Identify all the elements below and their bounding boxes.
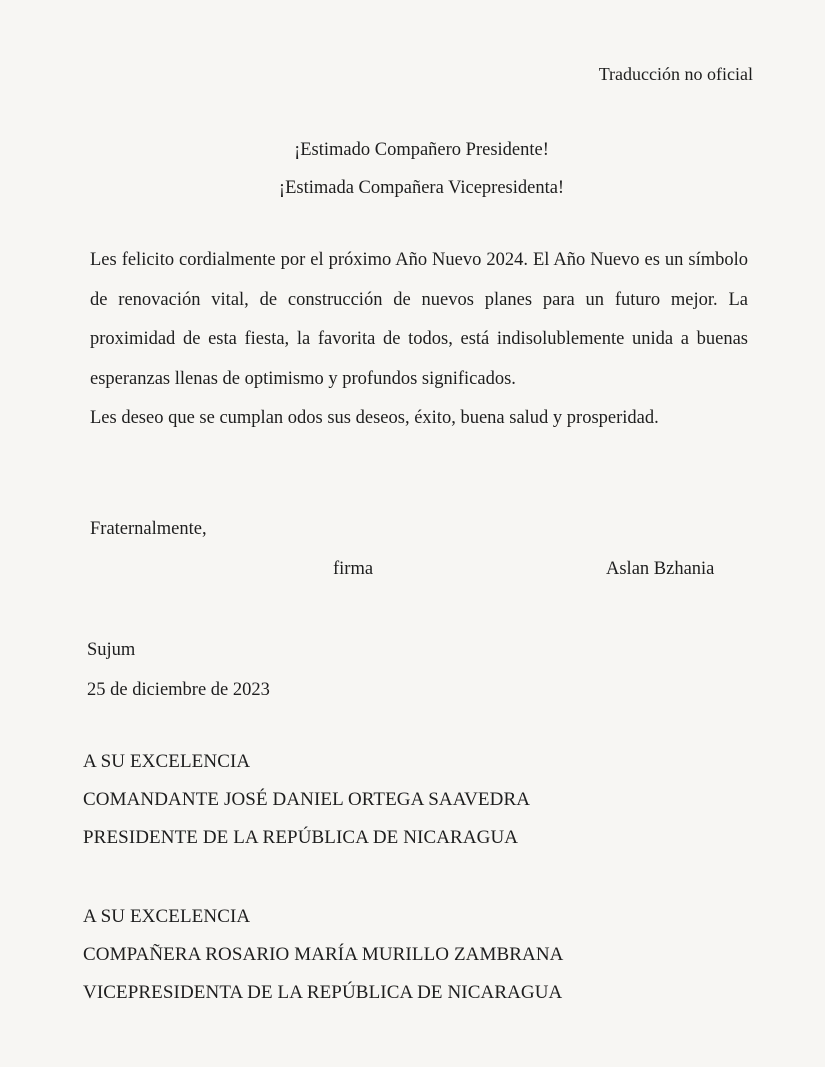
body-paragraph-2: Les deseo que se cumplan odos sus deseos, éxito, buena salud y prosperidad. xyxy=(90,408,659,428)
salutation-vicepresident: ¡Estimada Compañera Vicepresidenta! xyxy=(278,178,565,198)
recipient-block-vicepresident xyxy=(83,898,563,1012)
unofficial-translation-note: Traducción no oficial xyxy=(598,64,753,84)
body-paragraph-1: Les felicito cordialmente por el próximo Año Nuevo 2024. El Año Nuevo es un símbolo de renovación vital, de construcción de nuevos planes para un futuro mejor. La proximidad de esta fiesta, la favorita de todos, está indisolublemente unida a buenas esperanzas llenas de optimismo y profundos significados. xyxy=(90,250,748,389)
salutation-president: ¡Estimado Compañero Presidente! xyxy=(294,140,549,160)
date: 25 de diciembre de 2023 xyxy=(87,680,270,700)
recipient-honorific: A SU EXCELENCIA xyxy=(83,751,251,772)
recipient-title: PRESIDENTE DE LA REPÚBLICA DE NICARAGUA xyxy=(83,827,519,848)
recipient-name: COMPAÑERA ROSARIO MARÍA MURILLO ZAMBRANA xyxy=(83,944,564,965)
closing: Fraternalmente, xyxy=(90,519,207,539)
signature-mark: firma xyxy=(333,559,374,579)
recipient-honorific: A SU EXCELENCIA xyxy=(83,906,251,927)
salutations xyxy=(0,131,825,207)
letter-body xyxy=(90,241,748,439)
place: Sujum xyxy=(87,640,136,660)
place-date xyxy=(87,630,270,710)
signer-name: Aslan Bzhania xyxy=(606,559,715,579)
recipient-name: COMANDANTE JOSÉ DANIEL ORTEGA SAAVEDRA xyxy=(83,789,531,810)
recipient-title: VICEPRESIDENTA DE LA REPÚBLICA DE NICARAGUA xyxy=(83,982,563,1003)
recipient-block-president xyxy=(83,743,530,857)
